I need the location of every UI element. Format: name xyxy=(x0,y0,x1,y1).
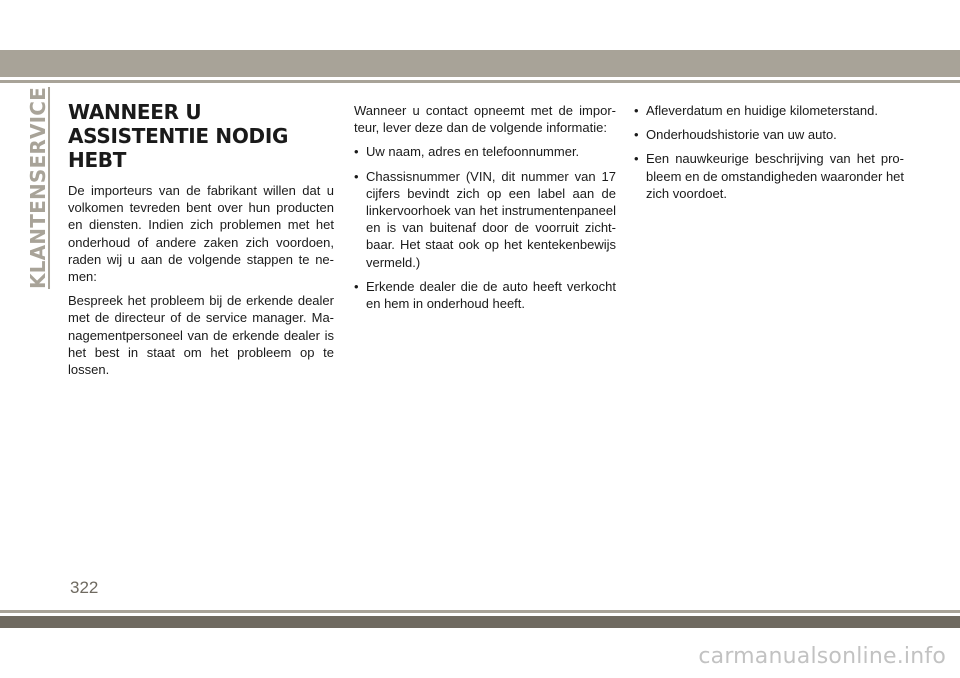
top-margin xyxy=(0,0,960,50)
list-item: • Onderhoudshistorie van uw auto. xyxy=(634,126,904,143)
watermark: carmanualsonline.info xyxy=(698,644,946,669)
footer-bar xyxy=(0,616,960,628)
footer-rule xyxy=(0,610,960,613)
header-bar xyxy=(0,50,960,77)
list-item: • Erkende dealer die de auto heeft verkocht en hem in onderhoud heeft. xyxy=(354,278,616,312)
paragraph-intro: De importeurs van de fabrikant willen dat u volkomen tevreden bent over hun producten en diensten. Indien zich problemen met het onderhoud of andere zaken zich voordoen, raden wij u aan de volgende stappen te ne-men: xyxy=(68,183,334,285)
header-rule xyxy=(0,80,960,83)
column-1 xyxy=(68,100,334,385)
info-list xyxy=(354,143,616,312)
column-3 xyxy=(634,102,904,209)
info-list-continued xyxy=(634,102,904,202)
paragraph-contact: Wanneer u contact opneemt met de impor-teur, lever deze dan de volgende informatie: xyxy=(354,103,616,136)
column-2 xyxy=(354,102,616,319)
section-side-label xyxy=(22,86,54,290)
page-heading: WANNEER U ASSISTENTIE NODIG HEBT xyxy=(68,100,289,172)
list-item: • Uw naam, adres en telefoonnummer. xyxy=(354,143,616,160)
list-item: • Chassisnummer (VIN, dit nummer van 17 cijfers bevindt zich op een label aan de linkervoorhoek van het instrumentenpaneel en is van buitenaf door de voorruit zicht-baar. Het staat ook op het kentekenbewijs vermeld.) xyxy=(354,168,616,271)
section-label-text: KLANTENSERVICE xyxy=(26,86,50,290)
page-number: 322 xyxy=(70,578,99,597)
list-item: • Afleverdatum en huidige kilometerstand. xyxy=(634,102,904,119)
list-item: • Een nauwkeurige beschrijving van het pro-bleem en de omstandigheden waaronder het zich voordoet. xyxy=(634,150,904,202)
paragraph-dealer: Bespreek het probleem bij de erkende dealer met de directeur of de service manager. Ma-nagementpersoneel van de erkende dealer is het best in staat om het probleem op te lossen. xyxy=(68,293,334,378)
